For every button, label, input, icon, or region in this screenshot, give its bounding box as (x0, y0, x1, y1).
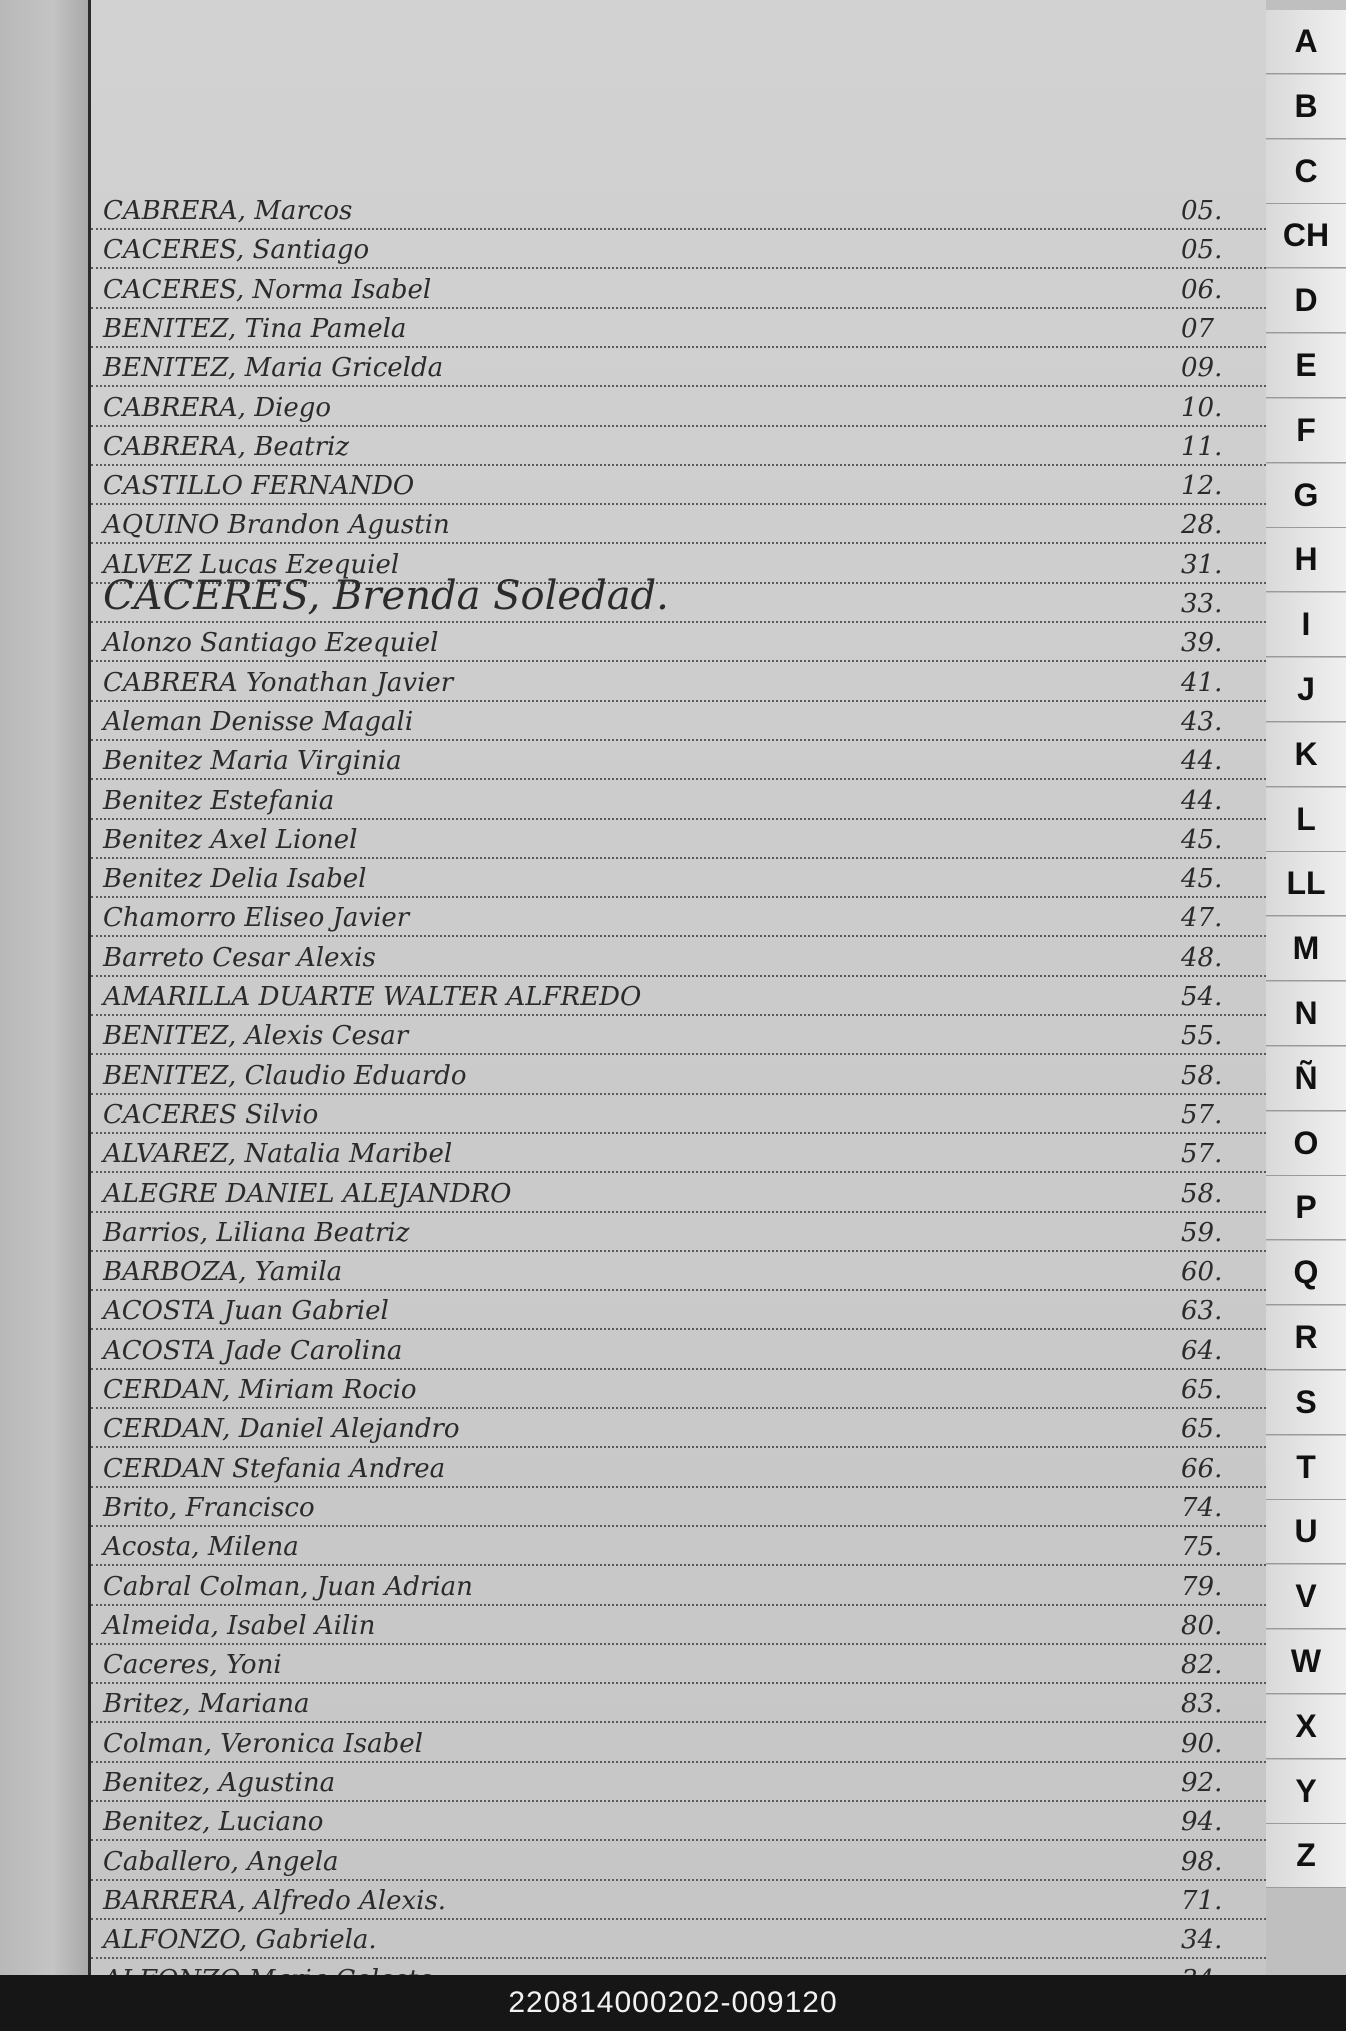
alphabet-tab[interactable]: P (1266, 1176, 1346, 1240)
entry-page-number: 48. (1181, 942, 1223, 973)
alphabet-tab[interactable]: L (1266, 788, 1346, 852)
entry-page-number: 74. (1181, 1492, 1223, 1523)
index-entry (91, 703, 1266, 741)
index-entry (91, 624, 1266, 662)
alphabet-tab[interactable]: Y (1266, 1760, 1346, 1824)
entry-name: CERDAN Stefania Andrea (103, 1453, 446, 1484)
index-entry (91, 782, 1266, 820)
entry-page-number: 45. (1181, 824, 1223, 855)
entry-name: Benitez Estefania (103, 785, 335, 816)
entry-page-number: 47. (1181, 903, 1223, 934)
entry-page-number: 31. (1181, 549, 1223, 580)
entry-page-number: 34. (1181, 1925, 1223, 1956)
entry-page-number: 06. (1181, 274, 1223, 305)
index-entry (91, 821, 1266, 859)
index-entry (91, 1057, 1266, 1095)
entry-page-number: 94. (1181, 1807, 1223, 1838)
entry-name: CABRERA, Marcos (103, 196, 353, 226)
entry-page-number: 60. (1181, 1257, 1223, 1288)
entry-page-number: 64. (1181, 1335, 1223, 1366)
entry-name: ALVAREZ, Natalia Maribel (103, 1139, 453, 1170)
entry-page-number: 28. (1181, 510, 1223, 541)
entry-page-number: 09. (1181, 353, 1223, 384)
index-entry (91, 231, 1266, 269)
entry-page-number: 75. (1181, 1532, 1223, 1563)
entry-name: ACOSTA Jade Carolina (103, 1335, 403, 1366)
entry-name: CACERES Silvio (103, 1099, 319, 1130)
entry-page-number: 05. (1181, 196, 1223, 226)
entry-name: BENITEZ, Alexis Cesar (103, 1021, 409, 1052)
entry-name: AMARILLA DUARTE WALTER ALFREDO (103, 982, 642, 1012)
alphabet-tab[interactable]: X (1266, 1695, 1346, 1759)
index-entry (91, 742, 1266, 780)
alphabet-tab[interactable]: Ñ (1266, 1047, 1346, 1111)
entry-name: CACERES, Norma Isabel (103, 274, 432, 305)
entry-name: BENITEZ, Claudio Eduardo (103, 1060, 467, 1091)
alphabet-tab[interactable]: S (1266, 1371, 1346, 1435)
entry-name: CASTILLO FERNANDO (103, 471, 415, 502)
index-entry (91, 1921, 1266, 1959)
entry-name: Brito, Francisco (103, 1492, 315, 1523)
entry-page-number: 41. (1181, 667, 1223, 698)
alphabet-tabs (1266, 0, 1346, 1975)
index-entry (91, 1764, 1266, 1802)
entry-name: Colman, Veronica Isabel (103, 1728, 423, 1759)
index-entry (91, 1017, 1266, 1055)
entry-name: Acosta, Milena (103, 1532, 299, 1563)
index-entry (91, 1253, 1266, 1291)
entry-page-number: 33. (1181, 589, 1223, 619)
entry-page-number: 05. (1181, 235, 1223, 266)
index-entry (91, 1607, 1266, 1645)
entry-name: Benitez, Agustina (103, 1768, 336, 1798)
alphabet-tab[interactable]: A (1266, 10, 1346, 74)
entry-page-number: 57. (1181, 1099, 1223, 1130)
alphabet-tab[interactable]: N (1266, 982, 1346, 1046)
index-entry (91, 389, 1266, 427)
entry-page-number: 12. (1181, 471, 1223, 502)
entry-name: CACERES, Santiago (103, 235, 370, 266)
entry-name: CERDAN, Miriam Rocio (103, 1375, 417, 1405)
entry-page-number: 79. (1181, 1571, 1223, 1602)
entry-name: Almeida, Isabel Ailin (103, 1610, 376, 1641)
index-entry (91, 978, 1266, 1016)
entry-page-number: 80. (1181, 1610, 1223, 1641)
index-entry (91, 1528, 1266, 1566)
entry-name: Barreto Cesar Alexis (103, 942, 376, 973)
index-entry (91, 1292, 1266, 1330)
alphabet-tab[interactable]: D (1266, 269, 1346, 333)
entry-page-number: 57. (1181, 1139, 1223, 1170)
entry-page-number: 54. (1181, 982, 1223, 1012)
index-entry (91, 1725, 1266, 1763)
entry-page-number: 43. (1181, 706, 1223, 737)
alphabet-tab[interactable]: CH (1266, 204, 1346, 268)
entry-name: Benitez, Luciano (103, 1807, 324, 1838)
index-entry (91, 1175, 1266, 1213)
page-binding (0, 0, 91, 1975)
alphabet-tab[interactable]: T (1266, 1436, 1346, 1500)
index-entry (91, 428, 1266, 466)
entry-page-number: 11. (1181, 431, 1223, 462)
entry-name: BENITEZ, Maria Gricelda (103, 353, 444, 384)
entry-name: Alonzo Santiago Ezequiel (103, 628, 439, 659)
entry-name: Benitez Maria Virginia (103, 746, 402, 777)
entry-name: Caballero, Angela (103, 1846, 339, 1877)
entry-name: Chamorro Eliseo Javier (103, 903, 410, 934)
entry-name: CABRERA, Beatriz (103, 431, 350, 462)
index-entry (91, 1410, 1266, 1448)
entry-page-number: 92. (1181, 1768, 1223, 1798)
index-entry (91, 1803, 1266, 1841)
entry-page-number: 45. (1181, 864, 1223, 895)
alphabet-tab[interactable]: LL (1266, 852, 1346, 916)
entry-name: ACOSTA Juan Gabriel (103, 1296, 389, 1327)
index-entry (91, 1096, 1266, 1134)
entry-name: Britez, Mariana (103, 1689, 310, 1720)
entry-page-number: 90. (1181, 1728, 1223, 1759)
entry-name: Aleman Denisse Magali (103, 706, 414, 737)
index-entry (91, 860, 1266, 898)
index-entry (91, 1843, 1266, 1881)
index-entry (91, 1371, 1266, 1409)
entry-name: Benitez Delia Isabel (103, 864, 367, 895)
alphabet-tab[interactable]: C (1266, 140, 1346, 204)
entry-page-number: 10. (1181, 392, 1223, 423)
entry-name: CERDAN, Daniel Alejandro (103, 1414, 460, 1445)
index-entry (91, 1646, 1266, 1684)
entry-name: ALEGRE DANIEL ALEJANDRO (103, 1178, 512, 1209)
entry-name: BARBOZA, Yamila (103, 1257, 343, 1288)
index-entry (91, 573, 1266, 623)
entry-name: BARRERA, Alfredo Alexis. (103, 1885, 447, 1916)
alphabet-tab[interactable]: B (1266, 75, 1346, 139)
entry-page-number: 59. (1181, 1217, 1223, 1248)
entry-page-number: 58. (1181, 1060, 1223, 1091)
entry-page-number: 44. (1181, 746, 1223, 777)
index-entry (91, 1568, 1266, 1606)
index-entry (91, 467, 1266, 505)
entry-page-number: 65. (1181, 1375, 1223, 1405)
entry-page-number: 83. (1181, 1689, 1223, 1720)
alphabet-tab[interactable]: G (1266, 464, 1346, 528)
entry-page-number: 65. (1181, 1414, 1223, 1445)
entry-name: ALVEZ Lucas Ezequiel (103, 549, 400, 580)
index-entry (91, 271, 1266, 309)
entry-name: Benitez Axel Lionel (103, 824, 358, 855)
entry-page-number: 58. (1181, 1178, 1223, 1209)
entry-page-number: 44. (1181, 785, 1223, 816)
index-entry (91, 1214, 1266, 1252)
index-entry (91, 939, 1266, 977)
alphabet-tab[interactable]: V (1266, 1565, 1346, 1629)
index-entry (91, 1882, 1266, 1920)
entry-name: CABRERA Yonathan Javier (103, 667, 454, 698)
alphabet-tab[interactable]: E (1266, 334, 1346, 398)
image-caption: 220814000202-009120 (0, 1975, 1346, 2031)
alphabet-tab[interactable]: W (1266, 1630, 1346, 1694)
entry-name: ALFONZO, Gabriela. (103, 1925, 377, 1956)
entry-page-number: 71. (1181, 1885, 1223, 1916)
index-entry (91, 1450, 1266, 1488)
entry-page-number: 63. (1181, 1296, 1223, 1327)
alphabet-tab[interactable]: I (1266, 593, 1346, 657)
index-sheet (91, 0, 1266, 1975)
alphabet-tab[interactable]: H (1266, 528, 1346, 592)
index-entry (91, 1685, 1266, 1723)
entry-page-number: 39. (1181, 628, 1223, 659)
entry-name: Caceres, Yoni (103, 1650, 282, 1681)
entry-name: CACERES, Brenda Soledad. (103, 573, 669, 619)
entry-name: CABRERA, Diego (103, 392, 332, 423)
alphabet-tab[interactable]: O (1266, 1112, 1346, 1176)
index-entries (91, 0, 1266, 1975)
index-entry (91, 349, 1266, 387)
alphabet-tab[interactable]: F (1266, 399, 1346, 463)
entry-name: BENITEZ, Tina Pamela (103, 313, 407, 344)
entry-page-number: 07 (1181, 313, 1215, 344)
index-entry (91, 506, 1266, 544)
index-entry (91, 1489, 1266, 1527)
index-entry (91, 664, 1266, 702)
entry-name: Barrios, Liliana Beatriz (103, 1217, 410, 1248)
entry-page-number: 98. (1181, 1846, 1223, 1877)
alphabet-tab[interactable]: U (1266, 1500, 1346, 1564)
entry-page-number: 66. (1181, 1453, 1223, 1484)
alphabet-tab[interactable]: R (1266, 1306, 1346, 1370)
index-entry (91, 1135, 1266, 1173)
alphabet-tab[interactable]: K (1266, 723, 1346, 787)
alphabet-tab[interactable]: M (1266, 917, 1346, 981)
alphabet-tab[interactable]: Q (1266, 1241, 1346, 1305)
index-entry (91, 192, 1266, 230)
entry-page-number: 55. (1181, 1021, 1223, 1052)
entry-name: Cabral Colman, Juan Adrian (103, 1571, 473, 1602)
index-entry (91, 899, 1266, 937)
index-entry (91, 1332, 1266, 1370)
entry-page-number: 82. (1181, 1650, 1223, 1681)
alphabet-tab[interactable]: Z (1266, 1824, 1346, 1888)
index-entry (91, 310, 1266, 348)
alphabet-tab[interactable]: J (1266, 658, 1346, 722)
entry-name: AQUINO Brandon Agustin (103, 510, 450, 541)
